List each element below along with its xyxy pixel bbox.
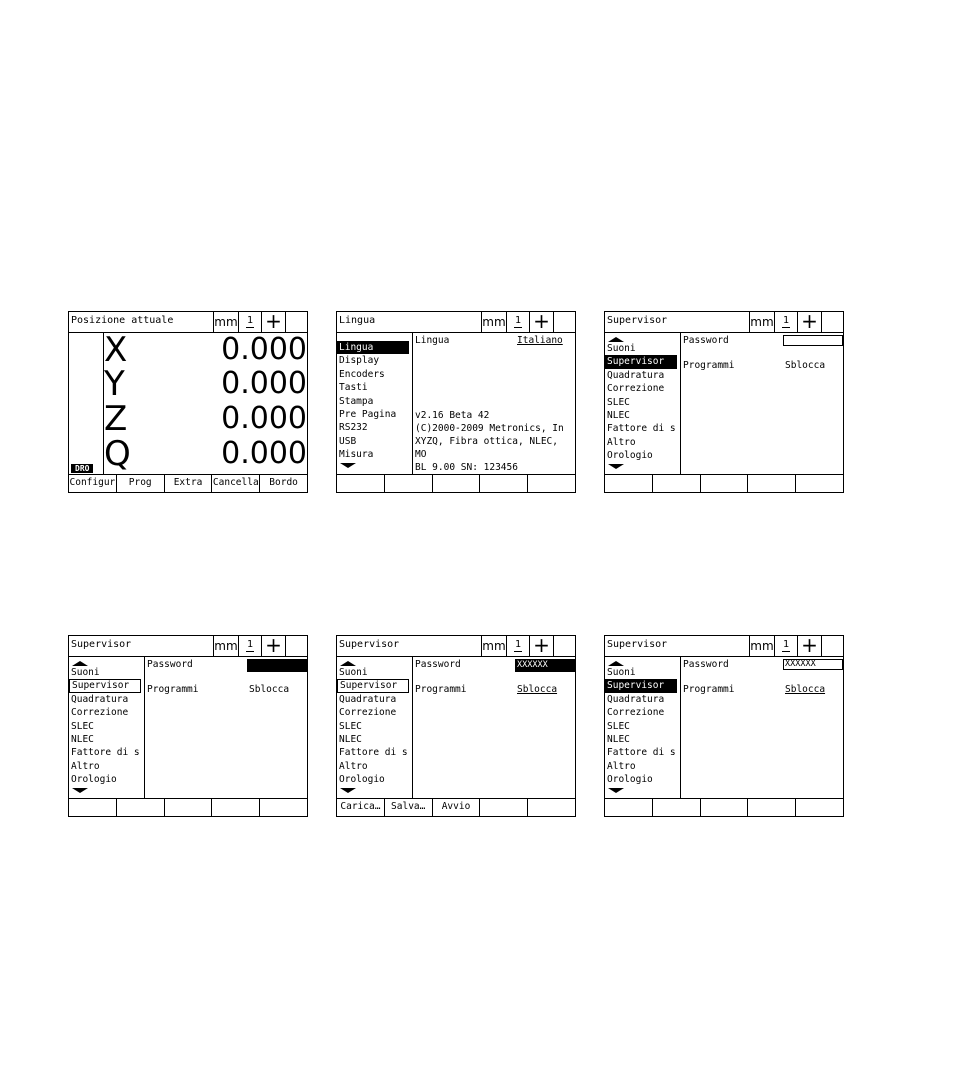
- title-bar: [337, 312, 575, 333]
- password-field[interactable]: XXXXXX: [515, 659, 575, 672]
- features-line-2: MO: [415, 449, 427, 460]
- softkey-bar: [337, 474, 575, 492]
- softkey-extra[interactable]: Extra: [164, 475, 212, 492]
- setup-menu: [605, 657, 681, 799]
- menu-item-suoni[interactable]: Suoni: [607, 667, 636, 678]
- reference-icon[interactable]: 1: [506, 312, 529, 332]
- softkey-1[interactable]: [605, 799, 652, 816]
- reference-icon[interactable]: 1: [506, 636, 529, 656]
- password-label: Password: [147, 659, 193, 670]
- programs-label: Programmi: [415, 684, 467, 695]
- menu-item-nlec[interactable]: NLEC: [339, 733, 362, 745]
- axis-row-q[interactable]: [104, 434, 307, 474]
- unit-mm-icon[interactable]: mm: [481, 312, 506, 332]
- menu-item-slec[interactable]: SLEC: [607, 720, 630, 732]
- supervisor-screen-saved: [604, 635, 844, 817]
- unit-mm-icon[interactable]: mm: [481, 636, 506, 656]
- menu-item-nlec[interactable]: NLEC: [607, 733, 630, 745]
- unlock-value[interactable]: Sblocca: [785, 684, 826, 695]
- setup-menu: [605, 333, 681, 475]
- menu-item-rs232[interactable]: RS232: [339, 422, 368, 434]
- title-bar: [605, 636, 843, 657]
- softkey-configur[interactable]: Configur: [69, 477, 116, 488]
- menu-item-slec[interactable]: SLEC: [339, 720, 362, 732]
- setup-menu: [337, 333, 413, 475]
- unit-mm-icon[interactable]: mm: [213, 312, 238, 332]
- menu-item-orologio[interactable]: Orologio: [607, 450, 653, 462]
- title-bar: [337, 636, 575, 657]
- softkey-1[interactable]: [337, 475, 384, 492]
- programs-label: Programmi: [683, 684, 735, 695]
- menu-item-fattore[interactable]: Fattore di s: [71, 747, 140, 759]
- menu-item-altro[interactable]: Altro: [71, 760, 100, 772]
- programs-label: Programmi: [683, 360, 735, 371]
- title-blank-box: [821, 636, 843, 656]
- unlock-value[interactable]: Sblocca: [249, 684, 290, 695]
- supervisor-content: [413, 657, 575, 799]
- title-bar: [605, 312, 843, 333]
- softkey-prog[interactable]: Prog: [116, 475, 164, 492]
- menu-item-usb[interactable]: USB: [339, 435, 357, 447]
- title-bar: [69, 636, 307, 657]
- softkey-3[interactable]: [700, 799, 748, 816]
- reference-icon[interactable]: 1: [238, 636, 261, 656]
- screen-title: Supervisor: [71, 639, 132, 650]
- title-blank-box: [285, 312, 307, 332]
- password-field[interactable]: [247, 659, 307, 672]
- screen-title: Supervisor: [607, 315, 668, 326]
- copyright-line: (C)2000-2009 Metronics, In: [415, 423, 564, 434]
- menu-item-fattore[interactable]: Fattore di s: [607, 423, 676, 435]
- softkey-4[interactable]: [747, 799, 795, 816]
- plus-icon[interactable]: +: [797, 636, 821, 656]
- menu-item-quadratura[interactable]: Quadratura: [339, 693, 397, 705]
- softkey-salva[interactable]: Salva…: [384, 799, 432, 816]
- scroll-down-icon[interactable]: [72, 788, 88, 793]
- axis-label: Q: [104, 434, 131, 474]
- unit-mm-icon[interactable]: mm: [749, 312, 774, 332]
- menu-item-display[interactable]: Display: [339, 355, 380, 367]
- screen-title: Posizione attuale: [71, 315, 174, 326]
- unlock-value[interactable]: Sblocca: [517, 684, 558, 695]
- menu-item-supervisor[interactable]: Supervisor: [605, 355, 677, 368]
- softkey-cancella[interactable]: Cancella: [211, 475, 259, 492]
- plus-icon[interactable]: +: [261, 636, 285, 656]
- password-label: Password: [683, 659, 729, 670]
- title-blank-box: [821, 312, 843, 332]
- axis-value: 0.000: [221, 401, 307, 436]
- lingua-screen: [336, 311, 576, 493]
- softkey-bar: [605, 474, 843, 492]
- axis-label: X: [104, 330, 128, 370]
- plus-icon[interactable]: +: [797, 312, 821, 332]
- softkey-3[interactable]: [432, 475, 480, 492]
- menu-item-stampa[interactable]: Stampa: [339, 395, 374, 407]
- dro-mode-tag: DRO: [71, 464, 93, 473]
- menu-item-orologio[interactable]: Orologio: [607, 774, 653, 786]
- language-label: Lingua: [415, 335, 450, 346]
- menu-item-supervisor[interactable]: Supervisor: [605, 679, 677, 692]
- softkey-1[interactable]: [605, 475, 652, 492]
- menu-item-orologio[interactable]: Orologio: [71, 774, 117, 786]
- title-blank-box: [553, 312, 575, 332]
- softkey-2[interactable]: [116, 799, 164, 816]
- axis-label: Z: [104, 399, 128, 439]
- menu-item-suoni[interactable]: Suoni: [607, 343, 636, 354]
- screen-title: Supervisor: [339, 639, 400, 650]
- password-field[interactable]: [783, 335, 843, 346]
- menu-item-suoni[interactable]: Suoni: [71, 667, 100, 678]
- menu-item-quadratura[interactable]: Quadratura: [607, 693, 665, 705]
- supervisor-content: [681, 333, 843, 475]
- softkey-bar: [69, 798, 307, 816]
- softkey-bar: [69, 474, 307, 492]
- menu-item-suoni[interactable]: Suoni: [339, 667, 368, 678]
- softkey-4[interactable]: [479, 475, 527, 492]
- menu-item-supervisor[interactable]: Supervisor: [69, 679, 141, 692]
- softkey-bordo[interactable]: Bordo: [259, 475, 307, 492]
- menu-item-correzione[interactable]: Correzione: [71, 707, 129, 719]
- menu-item-quadratura[interactable]: Quadratura: [71, 693, 129, 705]
- softkey-5[interactable]: [527, 475, 575, 492]
- axis-value: 0.000: [221, 366, 307, 401]
- menu-item-tasti[interactable]: Tasti: [339, 382, 368, 394]
- supervisor-content: [145, 657, 307, 799]
- password-label: Password: [683, 335, 729, 346]
- axis-row-z[interactable]: [104, 399, 307, 439]
- softkey-2[interactable]: [384, 475, 432, 492]
- softkey-5[interactable]: [795, 799, 843, 816]
- softkey-5[interactable]: [795, 475, 843, 492]
- scroll-down-icon[interactable]: [340, 463, 356, 468]
- softkey-bar: [337, 798, 575, 816]
- axis-row-x[interactable]: [104, 330, 307, 370]
- menu-item-nlec[interactable]: NLEC: [71, 733, 94, 745]
- lingua-content: [413, 333, 575, 475]
- dro-screen: [68, 311, 308, 493]
- menu-item-slec[interactable]: SLEC: [607, 396, 630, 408]
- menu-item-slec[interactable]: SLEC: [71, 720, 94, 732]
- password-field[interactable]: XXXXXX: [783, 659, 843, 670]
- softkey-4[interactable]: [747, 475, 795, 492]
- title-blank-box: [553, 636, 575, 656]
- softkey-5[interactable]: [259, 799, 307, 816]
- scroll-down-icon[interactable]: [340, 788, 356, 793]
- softkey-4[interactable]: [211, 799, 259, 816]
- supervisor-screen-unlocked: [336, 635, 576, 817]
- softkey-carica[interactable]: Carica…: [340, 801, 381, 812]
- plus-icon[interactable]: +: [529, 636, 553, 656]
- softkey-avvio[interactable]: Avvio: [432, 799, 480, 816]
- unit-mm-icon[interactable]: mm: [749, 636, 774, 656]
- serial-line: BL 9.00 SN: 123456: [415, 462, 518, 473]
- softkey-3[interactable]: [700, 475, 748, 492]
- version-line: v2.16 Beta 42: [415, 410, 490, 421]
- menu-item-supervisor[interactable]: Supervisor: [337, 679, 409, 692]
- setup-menu: [337, 657, 413, 799]
- screen-title: Lingua: [339, 315, 376, 326]
- softkey-5[interactable]: [527, 799, 575, 816]
- screen-title: Supervisor: [607, 639, 668, 650]
- menu-item-altro[interactable]: Altro: [607, 436, 636, 448]
- menu-item-altro[interactable]: Altro: [339, 760, 368, 772]
- menu-item-altro[interactable]: Altro: [607, 760, 636, 772]
- title-blank-box: [285, 636, 307, 656]
- dro-sidebar: [69, 333, 104, 475]
- scroll-down-icon[interactable]: [608, 788, 624, 793]
- axis-value: 0.000: [221, 436, 307, 471]
- menu-item-quadratura[interactable]: Quadratura: [607, 369, 665, 381]
- unit-mm-icon[interactable]: mm: [213, 636, 238, 656]
- supervisor-content: [681, 657, 843, 799]
- menu-item-fattore[interactable]: Fattore di s: [607, 747, 676, 759]
- reference-icon[interactable]: 1: [238, 312, 261, 332]
- menu-item-nlec[interactable]: NLEC: [607, 409, 630, 421]
- menu-item-correzione[interactable]: Correzione: [339, 707, 397, 719]
- axis-row-y[interactable]: [104, 364, 307, 404]
- softkey-1[interactable]: [69, 799, 116, 816]
- menu-item-correzione[interactable]: Correzione: [607, 707, 665, 719]
- axis-value: 0.000: [221, 332, 307, 367]
- menu-item-pre-pagina[interactable]: Pre Pagina: [339, 408, 397, 420]
- menu-item-lingua[interactable]: Lingua: [337, 341, 409, 354]
- menu-item-fattore[interactable]: Fattore di s: [339, 747, 408, 759]
- menu-item-encoders[interactable]: Encoders: [339, 368, 385, 380]
- password-label: Password: [415, 659, 461, 670]
- softkey-2[interactable]: [652, 799, 700, 816]
- reference-icon[interactable]: 1: [774, 312, 797, 332]
- menu-item-orologio[interactable]: Orologio: [339, 774, 385, 786]
- softkey-2[interactable]: [652, 475, 700, 492]
- features-line: XYZQ, Fibra ottica, NLEC,: [415, 436, 558, 447]
- setup-menu: [69, 657, 145, 799]
- reference-icon[interactable]: 1: [774, 636, 797, 656]
- menu-item-misura[interactable]: Misura: [339, 449, 374, 461]
- language-value[interactable]: Italiano: [517, 335, 563, 346]
- supervisor-screen-entry: [68, 635, 308, 817]
- menu-item-correzione[interactable]: Correzione: [607, 383, 665, 395]
- supervisor-screen-empty: [604, 311, 844, 493]
- scroll-down-icon[interactable]: [608, 464, 624, 469]
- softkey-3[interactable]: [164, 799, 212, 816]
- programs-label: Programmi: [147, 684, 199, 695]
- plus-icon[interactable]: +: [529, 312, 553, 332]
- unlock-value[interactable]: Sblocca: [785, 360, 826, 371]
- axis-label: Y: [104, 364, 125, 404]
- plus-icon[interactable]: +: [261, 312, 285, 332]
- softkey-bar: [605, 798, 843, 816]
- softkey-4[interactable]: [479, 799, 527, 816]
